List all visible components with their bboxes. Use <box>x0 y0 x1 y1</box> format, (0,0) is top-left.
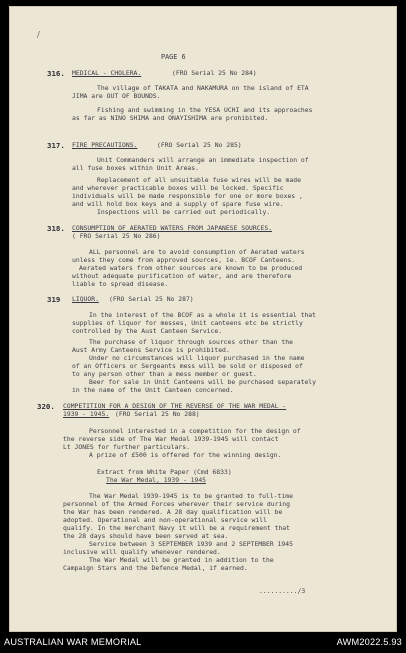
text-line: liable to spread disease. <box>72 280 169 288</box>
page-mark: / <box>37 30 40 41</box>
text-line: The purchase of liquor through sources other than the <box>89 338 293 346</box>
text-line: JIMA are OUT OF BOUNDS. <box>72 92 161 100</box>
text-line: individuals will be made responsible for one or more boxes , <box>72 192 303 200</box>
section-heading: FIRE PRECAUTIONS. <box>72 141 138 149</box>
text-line: qualify. In the merchant Navy it will be a requirement that <box>63 524 291 532</box>
text-line: to any person other than a mess member or guest. <box>72 370 257 378</box>
extract-subtitle: The War Medal, 1939 - 1945 <box>106 476 207 484</box>
text-line: inclusive will qualify whenever rendered. <box>63 548 221 556</box>
text-line: and wherever practicable boxes will be locked. Specific <box>72 184 284 192</box>
section-ref: (FRO Serial 25 No 288) <box>115 410 200 418</box>
text-line: all fuse boxes within Unit Areas. <box>72 164 199 172</box>
section-number: 320. <box>37 402 55 411</box>
section-number: 319 <box>47 295 61 304</box>
footer-institution: AUSTRALIAN WAR MEMORIAL <box>4 637 142 647</box>
text-line: ALL personnel are to avoid consumption of Aerated waters <box>89 248 305 256</box>
archive-footer <box>0 632 406 653</box>
text-line: the War has been rendered. A 28 day qualification will be <box>63 508 283 516</box>
section-heading: LIQUOR. <box>72 295 99 303</box>
text-line: Inspections will be carried out periodically. <box>97 208 271 216</box>
text-line: of an Officers or Sergeants mess will be sold or disposed of <box>72 362 303 370</box>
text-line: controlled by the Aust Canteen Service. <box>72 327 223 335</box>
text-line: supplies of liquor for messes, Unit canteens etc be strictly <box>72 319 303 327</box>
section-ref: ( FRO Serial 25 No 286) <box>72 232 161 240</box>
footer-accession: AWM2022.5.93 <box>336 637 402 647</box>
text-line: Under no circumstances will liquor purchased in the name <box>89 354 305 362</box>
text-line: the reverse side of The War Medal 1939-1945 will contact <box>63 435 279 443</box>
text-line: without adequate purification of water, and are therefore <box>72 272 292 280</box>
text-line: Replacement of all unsuitable fuse wires will be made <box>97 176 301 184</box>
text-line: and will hold box keys and a supply of spare fuse wire. <box>72 200 284 208</box>
text-line: A prize of £500 is offered for the winning design. <box>89 451 282 459</box>
section-heading-line2: 1939 - 1945. <box>63 410 110 418</box>
text-line: The village of TAKATA and NAKAMURA on the island of ETA <box>97 84 309 92</box>
section-heading: COMPETITION FOR A DESIGN OF THE REVERSE OF THE WAR MEDAL - <box>63 402 287 410</box>
text-line: unless they come from approved sources, ie. BCOF Canteens. <box>72 256 296 264</box>
text-line: The War Medal 1939-1945 is to be granted to full-time <box>89 492 293 500</box>
text-line: Aerated waters from other sources are known to be produced <box>79 264 303 272</box>
text-line: Fishing and swimming in the YESA UCHI and its approaches <box>97 106 313 114</box>
document-page <box>9 6 397 632</box>
section-heading: MEDICAL - CHOLERA. <box>72 69 142 77</box>
page-header: PAGE 6 <box>161 53 186 61</box>
text-line: Service between 3 SEPTEMBER 1939 and 2 SEPTEMBER 1945 <box>89 540 293 548</box>
text-line: Aust Army Canteens Service is prohibited. <box>72 346 230 354</box>
text-line: the 28 days should have been served at sea. <box>63 532 229 540</box>
section-number: 316. <box>47 69 65 78</box>
text-line: Lt JONES for further particulars. <box>63 443 190 451</box>
continuation-mark: ........../3 <box>259 587 306 595</box>
text-line: The War Medal will be granted in addition to the <box>89 556 274 564</box>
section-ref: (FRO Serial 25 No 287) <box>109 295 194 303</box>
section-ref: (FRO Serial 25 No 284) <box>172 69 257 77</box>
section-ref: (FRO Serial 25 No 285) <box>157 141 242 149</box>
section-number: 317. <box>47 141 65 150</box>
extract-title: Extract from White Paper (Cmd 6833) <box>97 468 232 476</box>
text-line: Campaign Stars and the Defence Medal, if earned. <box>63 564 248 572</box>
section-number: 318. <box>47 224 65 233</box>
text-line: Personnel interested in a competition for the design of <box>89 427 301 435</box>
text-line: in the name of the Unit Canteen concerned. <box>72 386 234 394</box>
text-line: In the interest of the BCOF as a whole it is essential that <box>89 311 317 319</box>
text-line: adopted. Operational and non-operational service will <box>63 516 267 524</box>
text-line: personnel of the Armed Forces wherever their service during <box>63 500 291 508</box>
text-line: as far as NINO SHIMA and ONAYISHIMA are prohibited. <box>72 114 269 122</box>
text-line: Unit Commanders will arrange an immediate inspection of <box>97 156 309 164</box>
text-line: Beer for sale in Unit Canteens will be purchased separately <box>89 378 317 386</box>
section-heading: CONSUMPTION OF AERATED WATERS FROM JAPANESE SOURCES. <box>72 224 273 232</box>
